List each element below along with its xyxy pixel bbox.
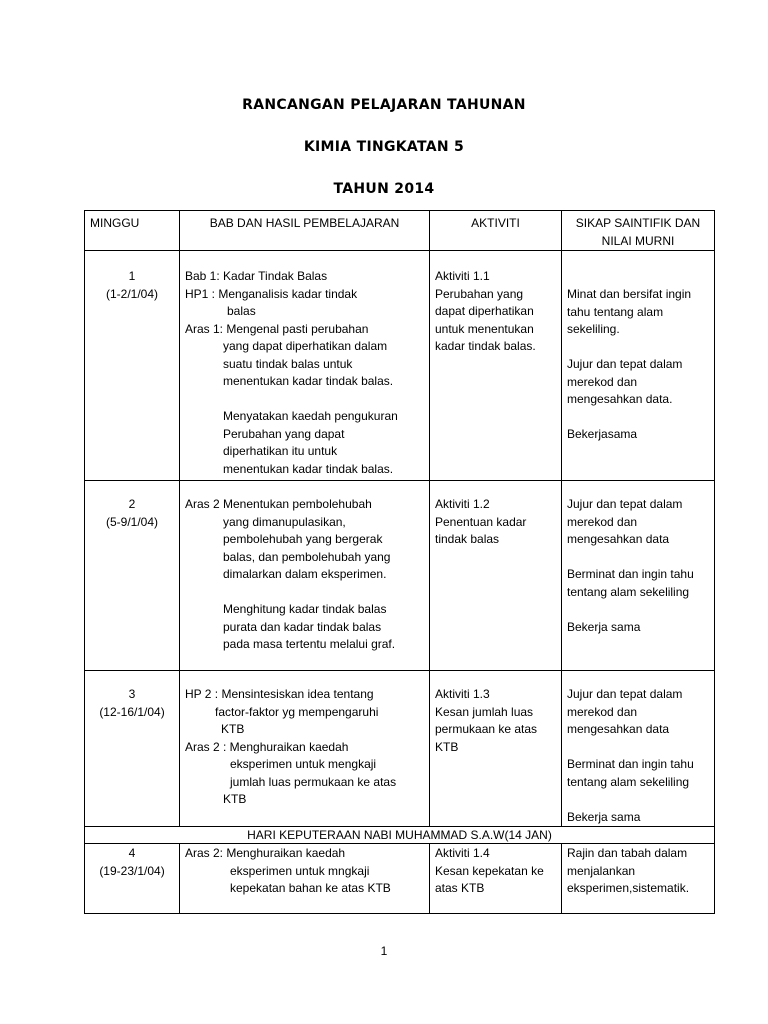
- chapter-line: yang dapat diperhatikan dalam: [223, 339, 388, 353]
- values-line: menjalankan: [567, 863, 636, 878]
- table-row: [85, 671, 715, 827]
- values-line: Jujur dan tepat dalam: [567, 357, 683, 371]
- week-number: 3: [128, 687, 136, 701]
- chapter-line: jumlah luas permukaan ke atas: [230, 774, 397, 789]
- activity-line: kadar tindak balas.: [435, 339, 536, 353]
- header-week: MINGGU: [85, 211, 180, 251]
- chapter-line: yang dimanupulasikan,: [223, 514, 346, 529]
- values-cell: [562, 481, 715, 671]
- chapter-line: kepekatan bahan ke atas KTB: [230, 881, 391, 895]
- holiday-banner: HARI KEPUTERAAN NABI MUHAMMAD S.A.W(14 JAN): [85, 827, 715, 844]
- activity-line: Aktiviti 1.3: [435, 687, 490, 701]
- values-line: sekeliling.: [567, 322, 620, 336]
- week-number: 2: [128, 497, 136, 511]
- chapter-line: HP 2 : Mensintesiskan idea tentang: [185, 687, 374, 701]
- week-dates: (19-23/1/04): [99, 863, 165, 878]
- chapter-cell: [180, 671, 430, 827]
- values-line: eksperimen,sistematik.: [567, 881, 690, 895]
- values-line: tentang alam sekeliling: [567, 774, 690, 789]
- values-line: mengesahkan data.: [567, 392, 673, 406]
- document-subject: KIMIA TINGKATAN 5: [303, 139, 465, 155]
- values-line: Jujur dan tepat dalam: [567, 497, 683, 511]
- activity-line: Perubahan yang: [435, 286, 524, 301]
- header-chapter: BAB DAN HASIL PEMBELAJARAN: [180, 211, 430, 251]
- chapter-line: pada masa tertentu melalui graf.: [223, 637, 396, 651]
- document-title: RANCANGAN PELAJARAN TAHUNAN: [242, 97, 526, 113]
- activity-line: Kesan kepekatan ke: [435, 863, 544, 878]
- table-row: [85, 844, 715, 914]
- table-row: [85, 251, 715, 481]
- week-number: 4: [128, 846, 136, 860]
- holiday-banner-row: [85, 827, 715, 844]
- chapter-cell: [180, 844, 430, 914]
- chapter-line: balas: [227, 304, 256, 318]
- activity-line: atas KTB: [435, 881, 485, 895]
- chapter-line: HP1 : Menganalisis kadar tindak: [185, 286, 358, 301]
- chapter-cell: [180, 251, 430, 481]
- week-cell: [85, 844, 180, 914]
- activity-line: Kesan jumlah luas: [435, 704, 534, 719]
- values-cell: [562, 671, 715, 827]
- chapter-line: menentukan kadar tindak balas.: [223, 374, 394, 388]
- values-line: Bekerjasama: [567, 427, 638, 441]
- chapter-line: suatu tindak balas untuk: [223, 356, 353, 371]
- chapter-line: KTB: [223, 792, 247, 806]
- activity-cell: [430, 251, 562, 481]
- chapter-line: Aras 2: Menghuraikan kaedah: [185, 846, 346, 860]
- chapter-line: purata dan kadar tindak balas: [223, 619, 382, 634]
- activity-cell: [430, 481, 562, 671]
- header-values-line2: NILAI MURNI: [601, 233, 675, 248]
- activity-line: dapat diperhatikan: [435, 304, 534, 318]
- chapter-line: Aras 2 : Menghuraikan kaedah: [185, 739, 349, 754]
- values-line: merekod dan: [567, 514, 638, 529]
- chapter-line: Aras 2 Menentukan pembolehubah: [185, 497, 372, 511]
- values-line: merekod dan: [567, 374, 638, 389]
- values-line: mengesahkan data: [567, 532, 670, 546]
- chapter-line: pembolehubah yang bergerak: [223, 532, 383, 546]
- week-number: 1: [128, 269, 136, 283]
- table-row: [85, 481, 715, 671]
- header-activity: AKTIVITI: [430, 211, 562, 251]
- week-dates: (5-9/1/04): [105, 514, 159, 529]
- values-line: Berminat dan ingin tahu: [567, 567, 694, 581]
- header-values: [562, 211, 715, 251]
- chapter-line: Bab 1: Kadar Tindak Balas: [185, 269, 328, 283]
- activity-line: KTB: [435, 739, 459, 754]
- week-dates: (1-2/1/04): [105, 286, 159, 301]
- values-line: Bekerja sama: [567, 809, 641, 824]
- values-line: tahu tentang alam: [567, 304, 664, 319]
- document-year: TAHUN 2014: [333, 181, 435, 197]
- values-line: merekod dan: [567, 704, 638, 719]
- activity-cell: [430, 671, 562, 827]
- activity-line: Aktiviti 1.1: [435, 269, 490, 283]
- values-line: mengesahkan data: [567, 722, 670, 736]
- week-dates: (12-16/1/04): [99, 704, 165, 719]
- values-line: Minat dan bersifat ingin: [567, 287, 692, 301]
- activity-line: Aktiviti 1.4: [435, 846, 490, 860]
- chapter-line: diperhatikan itu untuk: [223, 444, 338, 458]
- values-line: Rajin dan tabah dalam: [567, 846, 688, 860]
- values-line: Berminat dan ingin tahu: [567, 757, 694, 771]
- chapter-line: menentukan kadar tindak balas.: [223, 461, 394, 476]
- chapter-line: dimalarkan dalam eksperimen.: [223, 567, 387, 581]
- values-cell: [562, 251, 715, 481]
- activity-line: tindak balas: [435, 532, 500, 546]
- chapter-line: eksperimen untuk mngkaji: [230, 863, 370, 878]
- page-number: 1: [380, 944, 388, 958]
- values-line: tentang alam sekeliling: [567, 584, 690, 599]
- activity-line: Aktiviti 1.2: [435, 497, 490, 511]
- header-values-line1: SIKAP SAINTIFIK DAN: [575, 216, 701, 230]
- activity-line: Penentuan kadar: [435, 514, 527, 529]
- chapter-line: Menyatakan kaedah pengukuran: [223, 409, 398, 423]
- chapter-cell: [180, 481, 430, 671]
- activity-line: untuk menentukan: [435, 321, 534, 336]
- values-line: Jujur dan tepat dalam: [567, 687, 683, 701]
- chapter-line: KTB: [221, 722, 245, 736]
- chapter-line: eksperimen untuk mengkaji: [230, 757, 377, 771]
- chapter-line: factor-faktor yg mempengaruhi: [215, 704, 379, 719]
- table-header-row: [85, 211, 715, 251]
- values-line: Bekerja sama: [567, 619, 641, 634]
- chapter-line: Menghitung kadar tindak balas: [223, 602, 387, 616]
- week-cell: [85, 671, 180, 827]
- activity-line: permukaan ke atas: [435, 722, 538, 736]
- activity-cell: [430, 844, 562, 914]
- week-cell: [85, 481, 180, 671]
- lesson-plan-table: [84, 210, 715, 914]
- values-cell: [562, 844, 715, 914]
- chapter-line: balas, dan pembolehubah yang: [223, 549, 391, 564]
- chapter-line: Perubahan yang dapat: [223, 426, 345, 441]
- chapter-line: Aras 1: Mengenal pasti perubahan: [185, 321, 369, 336]
- week-cell: [85, 251, 180, 481]
